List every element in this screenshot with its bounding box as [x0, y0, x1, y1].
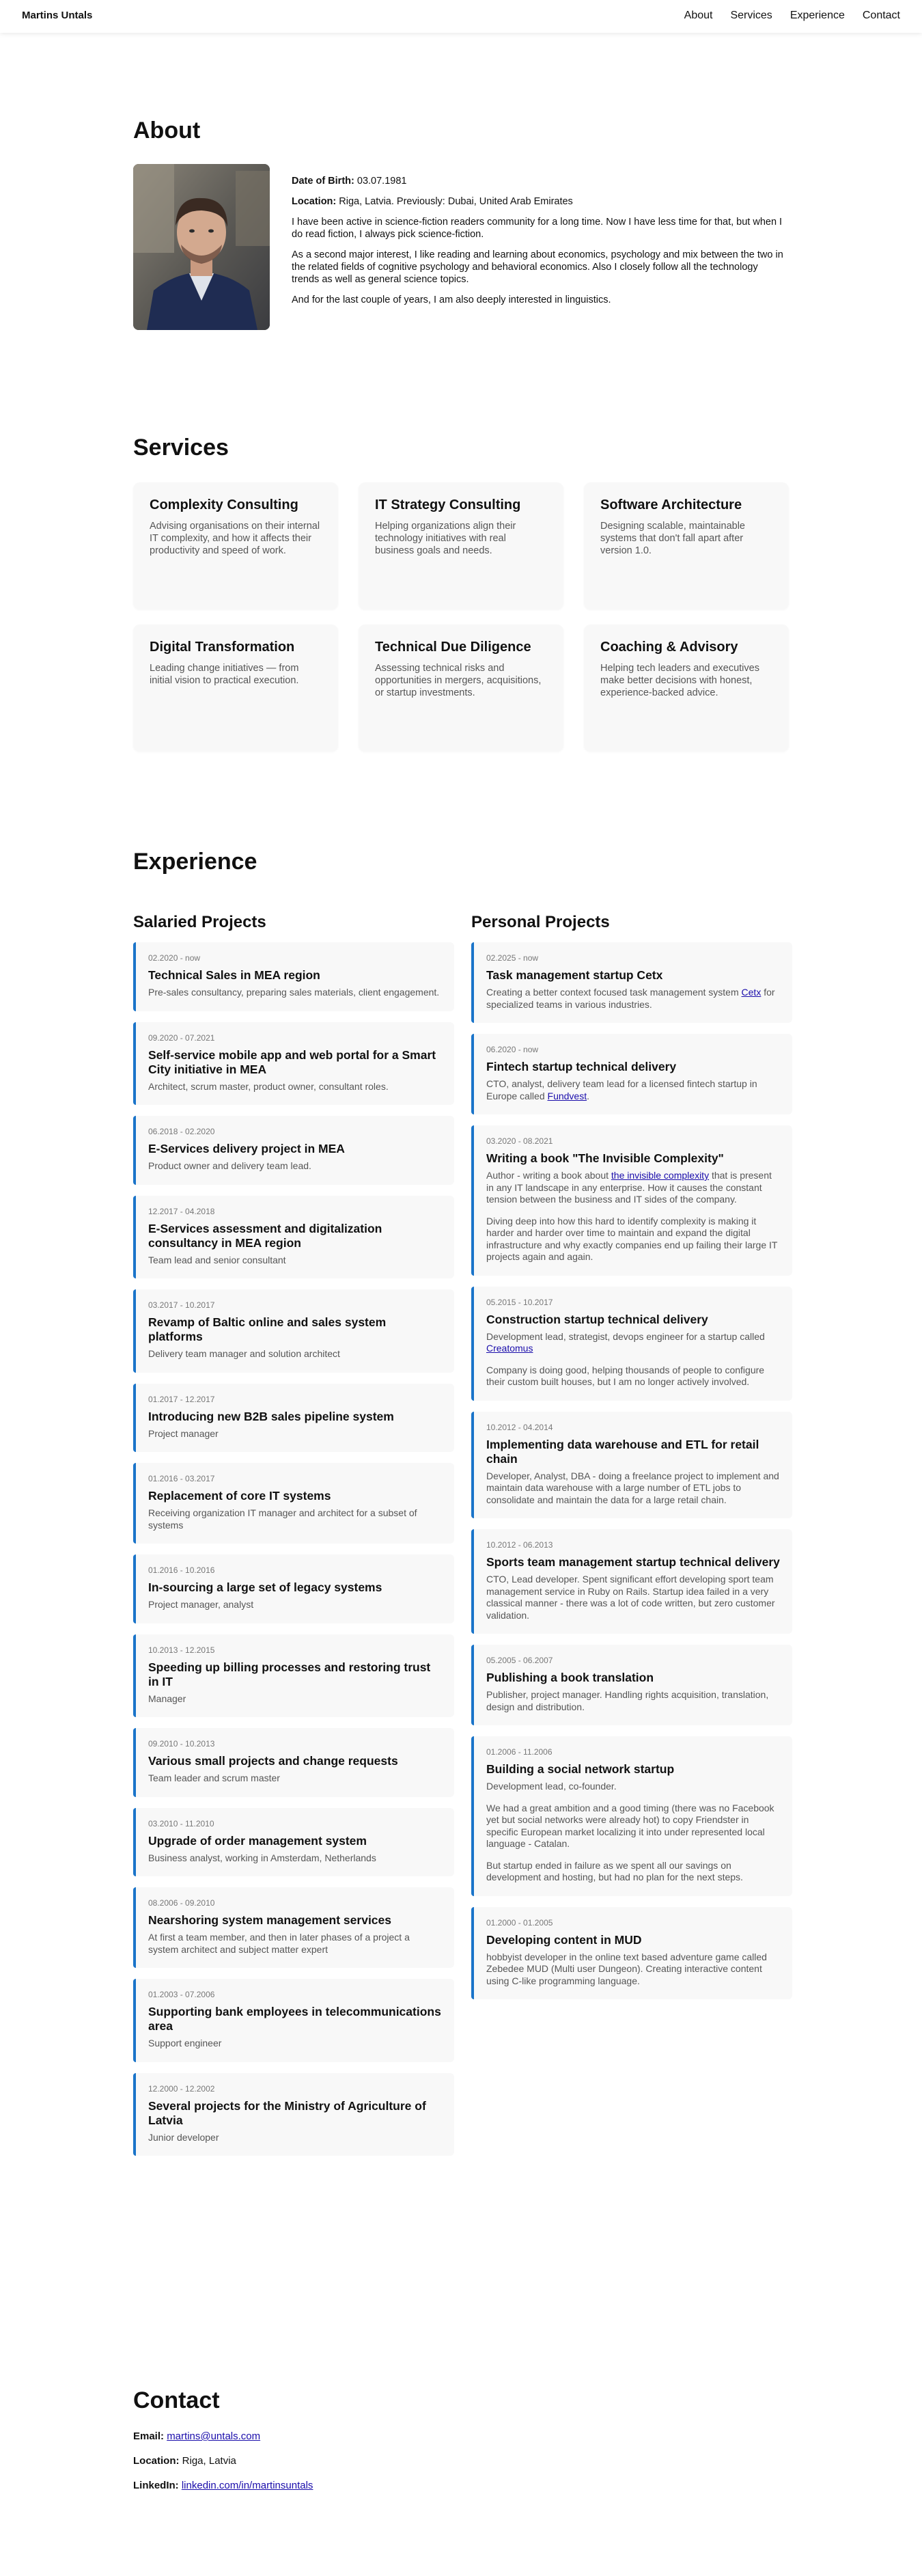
nav-link-experience[interactable]: Experience [790, 10, 845, 21]
email-link[interactable]: martins@untals.com [167, 2430, 261, 2442]
nav-link-contact[interactable]: Contact [862, 10, 900, 21]
project-description [486, 987, 780, 1011]
personal-projects-heading: Personal Projects [471, 913, 610, 931]
project-description: Architect, scrum master, product owner, consultant roles. [148, 1080, 389, 1092]
salaried-project-card [133, 1463, 454, 1544]
project-description [486, 1470, 780, 1507]
contact-info [133, 2430, 313, 2504]
project-description: Support engineer [148, 2038, 222, 2049]
service-card-architecture [584, 482, 789, 609]
salaried-project-card [133, 1634, 454, 1718]
project-title: E-Services assessment and digitalization consultancy in MEA region [148, 1221, 382, 1250]
description-text: Author - writing a book about [486, 1170, 611, 1181]
project-title: Fintech startup technical delivery [486, 1060, 677, 1073]
service-text: Assessing technical risks and opportunities in mergers, acquisitions, or startup investments. [375, 663, 542, 698]
experience-heading: Experience [133, 849, 257, 875]
email-label: Email: [133, 2430, 165, 2442]
personal-project-card [471, 1736, 792, 1896]
project-description: Company is doing good, helping thousands of people to configure their custom built houses, but I am no longer actively involved. [486, 1364, 765, 1387]
project-date: 03.2010 - 11.2010 [148, 1818, 214, 1828]
project-title: Writing a book "The Invisible Complexity" [486, 1151, 724, 1165]
project-title: Task management startup Cetx [486, 968, 663, 982]
project-description [486, 1689, 780, 1713]
project-description: Project manager, analyst [148, 1599, 254, 1610]
project-date: 08.2006 - 09.2010 [148, 1898, 215, 1908]
description-text: . [587, 1090, 589, 1101]
personal-project-card [471, 942, 792, 1023]
about-heading: About [133, 118, 201, 143]
project-date: 12.2000 - 12.2002 [148, 2083, 215, 2094]
personal-project-card [471, 1529, 792, 1634]
project-title: Several projects for the Ministry of Agriculture of Latvia [148, 2098, 426, 2127]
personal-project-card [471, 1412, 792, 1519]
project-link[interactable]: the invisible complexity [611, 1170, 710, 1181]
description-text: CTO, analyst, delivery team lead for a licensed fintech startup in Europe called [486, 1078, 757, 1101]
nav-links [684, 10, 900, 22]
location-value: Riga, Latvia. Previously: Dubai, United Arab Emirates [339, 196, 573, 207]
project-date: 05.2015 - 10.2017 [486, 1297, 553, 1307]
salaried-projects-list [133, 942, 454, 2167]
nav-link-services[interactable]: Services [730, 10, 772, 21]
service-title: Complexity Consulting [150, 497, 298, 512]
project-date: 10.2012 - 04.2014 [486, 1422, 553, 1432]
project-description: Manager [148, 1693, 186, 1704]
project-description: Junior developer [148, 2131, 219, 2143]
project-description: But startup ended in failure as we spent all our savings on development and hosting, but had no plan for the next steps. [486, 1859, 743, 1882]
contact-email [133, 2430, 313, 2443]
service-text: Helping organizations align their technology initiatives with real business goals and needs. [375, 521, 516, 556]
description-text: CTO, Lead developer. Spent significant effort developing sport team management service in Ruby on Rails. Startup idea failed in a very classical manner - there was a lot of code written, but zero customer validation. [486, 1574, 775, 1621]
project-date: 03.2020 - 08.2021 [486, 1136, 553, 1146]
personal-project-card [471, 1125, 792, 1276]
description-text: Development lead, strategist, devops engineer for a startup called [486, 1330, 765, 1342]
description-text: that is present in any IT landscape in any enterprise. How it causes the constant tension between the business and IT sides of the company. [486, 1170, 772, 1205]
service-card-due-diligence [359, 625, 563, 752]
project-link[interactable]: Creatomus [486, 1343, 533, 1354]
salaried-project-card [133, 1384, 454, 1453]
project-date: 01.2006 - 11.2006 [486, 1747, 553, 1757]
project-title: Replacement of core IT systems [148, 1489, 331, 1503]
project-date: 01.2017 - 12.2017 [148, 1394, 215, 1404]
project-description: At first a team member, and then in later phases of a project a system architect and subject matter expert [148, 1932, 410, 1955]
salaried-project-card [133, 942, 454, 1011]
project-description [486, 1951, 780, 1988]
project-description: Team lead and senior consultant [148, 1254, 286, 1265]
salaried-project-card [133, 1116, 454, 1185]
about-paragraph: I have been active in science-fiction readers community for a long time. Now I have less time for that, but when I do read fiction, I always pick science-fiction. [292, 217, 783, 240]
linkedin-label: LinkedIn: [133, 2480, 179, 2491]
project-date: 01.2003 - 07.2006 [148, 1990, 215, 1999]
contact-location [133, 2454, 313, 2468]
dob-label: Date of Birth: [292, 176, 354, 187]
project-date: 06.2020 - now [486, 1045, 539, 1054]
project-title: Sports team management startup technical delivery [486, 1555, 780, 1569]
project-title: Developing content in MUD [486, 1932, 642, 1947]
about-paragraph: As a second major interest, I like reading and learning about economics, psychology and mix between the two in the related fields of cognitive psychology and behavioral economics. Also I closely follow all the technology trends as well as general science topics. [292, 249, 783, 285]
salaried-project-card [133, 2073, 454, 2156]
about-paragraph: And for the last couple of years, I am also deeply interested in linguistics. [292, 294, 611, 305]
project-title: Upgrade of order management system [148, 1833, 367, 1848]
project-description [486, 1331, 780, 1355]
service-text: Advising organisations on their internal IT complexity, and how it affects their productivity and speed of work. [150, 521, 320, 556]
profile-photo [133, 164, 270, 330]
description-text: Creating a better context focused task management system [486, 987, 742, 998]
salaried-project-card [133, 1554, 454, 1623]
project-description: We had a great ambition and a good timing (there was no Facebook yet but social networks were already hot) to copy Friendster in specific European market localizing it into under represented local language - Catalan. [486, 1802, 774, 1849]
project-description: Pre-sales consultancy, preparing sales materials, client engagement. [148, 987, 440, 998]
salaried-project-card [133, 1289, 454, 1373]
location-label: Location: [133, 2455, 180, 2467]
project-title: E-Services delivery project in MEA [148, 1142, 345, 1155]
about-text [292, 175, 783, 314]
personal-projects-list [471, 942, 792, 2010]
project-description [486, 1574, 780, 1621]
service-text: Designing scalable, maintainable systems that don't fall apart after version 1.0. [600, 521, 745, 556]
service-title: Coaching & Advisory [600, 640, 738, 655]
personal-project-card [471, 1907, 792, 2000]
project-date: 01.2016 - 10.2016 [148, 1565, 215, 1575]
contact-heading: Contact [133, 2387, 220, 2413]
description-text: for specialized teams in various industries. [486, 987, 775, 1010]
project-date: 12.2017 - 04.2018 [148, 1206, 215, 1216]
project-title: Supporting bank employees in telecommunications area [148, 2005, 441, 2033]
salaried-project-card [133, 1728, 454, 1797]
salaried-project-card [133, 1022, 454, 1106]
project-title: Nearshoring system management services [148, 1913, 391, 1927]
project-title: In-sourcing a large set of legacy systems [148, 1580, 382, 1594]
project-title: Construction startup technical delivery [486, 1312, 708, 1326]
salaried-project-card [133, 1979, 454, 2062]
top-navbar [0, 0, 922, 33]
project-description: Team leader and scrum master [148, 1772, 280, 1783]
service-title: Digital Transformation [150, 640, 295, 655]
personal-project-card [471, 1645, 792, 1725]
dob-value: 03.07.1981 [357, 176, 407, 187]
project-date: 05.2005 - 06.2007 [486, 1656, 553, 1665]
description-text: Development lead, co-founder. [486, 1781, 617, 1792]
location-line [292, 195, 783, 208]
project-title: Building a social network startup [486, 1762, 675, 1776]
linkedin-link[interactable]: linkedin.com/in/martinsuntals [181, 2480, 313, 2491]
project-date: 09.2020 - 07.2021 [148, 1032, 215, 1043]
project-link[interactable]: Cetx [741, 987, 762, 998]
salaried-project-card [133, 1196, 454, 1279]
project-title: Technical Sales in MEA region [148, 968, 320, 982]
project-description: Receiving organization IT manager and architect for a subset of systems [148, 1507, 417, 1531]
project-date: 01.2000 - 01.2005 [486, 1917, 553, 1928]
project-date: 02.2025 - now [486, 953, 539, 963]
salaried-project-card [133, 1887, 454, 1968]
project-description: Diving deep into how this hard to identify complexity is making it harder and harder over time to maintain and expand the digital infrastructure and why exactly companies end up failing their large IT projects again and again. [486, 1215, 778, 1262]
project-title: Various small projects and change requests [148, 1754, 398, 1768]
project-date: 03.2017 - 10.2017 [148, 1300, 215, 1310]
personal-project-card [471, 1287, 792, 1401]
description-text: hobbyist developer in the online text based adventure game called Zebedee MUD (Multi user Dungeon). Creating interactive content using C-like programming language. [486, 1951, 767, 1986]
service-text: Leading change initiatives — from initial vision to practical execution. [150, 663, 299, 686]
project-title: Self-service mobile app and web portal for a Smart City initiative in MEA [148, 1047, 436, 1076]
services-heading: Services [133, 435, 229, 461]
project-description: Business analyst, working in Amsterdam, Netherlands [148, 1852, 376, 1863]
project-description: Delivery team manager and solution architect [148, 1348, 340, 1359]
project-title: Implementing data warehouse and ETL for retail chain [486, 1437, 759, 1466]
service-title: IT Strategy Consulting [375, 497, 521, 512]
location-label: Location: [292, 196, 337, 207]
contact-linkedin [133, 2479, 313, 2493]
project-title: Speeding up billing processes and restoring trust in IT [148, 1660, 431, 1688]
project-date: 01.2016 - 03.2017 [148, 1474, 215, 1483]
service-card-coaching [584, 625, 789, 752]
project-date: 10.2012 - 06.2013 [486, 1540, 553, 1550]
nav-link-about[interactable]: About [684, 10, 713, 21]
description-text: Developer, Analyst, DBA - doing a freelance project to implement and maintain data warehouse with a large number of ETL jobs to consolidate and maintain the data for a large retail chain. [486, 1470, 779, 1505]
salaried-project-card [133, 1808, 454, 1877]
project-description [486, 1781, 780, 1793]
project-description: Product owner and delivery team lead. [148, 1160, 311, 1171]
project-date: 09.2010 - 10.2013 [148, 1739, 215, 1749]
project-description [486, 1078, 780, 1102]
project-title: Revamp of Baltic online and sales system platforms [148, 1315, 387, 1343]
site-brand[interactable]: Martins Untals [22, 10, 93, 21]
project-date: 02.2020 - now [148, 953, 201, 963]
service-text: Helping tech leaders and executives make better decisions with honest, experience-backed advice. [600, 663, 759, 698]
service-card-it-strategy [359, 482, 563, 609]
dob-line [292, 175, 783, 187]
salaried-projects-heading: Salaried Projects [133, 913, 266, 931]
service-card-digital-transformation [133, 625, 338, 752]
service-card-complexity [133, 482, 338, 609]
project-title: Publishing a book translation [486, 1671, 654, 1684]
project-date: 10.2013 - 12.2015 [148, 1645, 215, 1655]
personal-project-card [471, 1034, 792, 1114]
location-value: Riga, Latvia [182, 2455, 236, 2467]
project-title: Introducing new B2B sales pipeline system [148, 1409, 394, 1423]
project-date: 06.2018 - 02.2020 [148, 1127, 215, 1136]
service-title: Software Architecture [600, 497, 742, 512]
project-description: Project manager [148, 1427, 219, 1439]
project-link[interactable]: Fundvest [547, 1090, 587, 1101]
service-title: Technical Due Diligence [375, 640, 531, 655]
project-description [486, 1170, 780, 1206]
description-text: Publisher, project manager. Handling rights acquisition, translation, design and distribution. [486, 1689, 769, 1712]
